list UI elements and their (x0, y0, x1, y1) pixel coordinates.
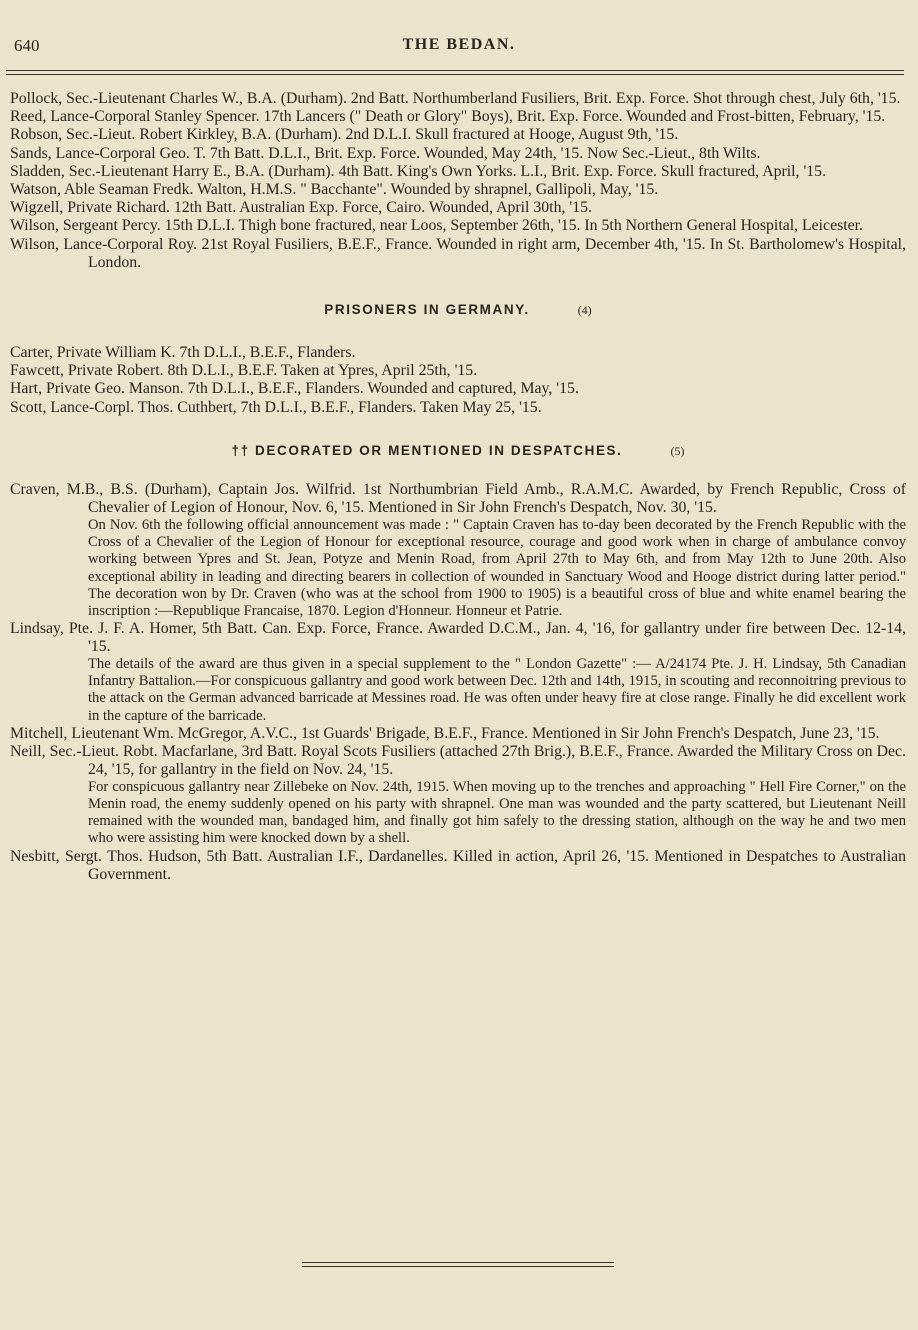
citation-note: On Nov. 6th the following official announcement was made : " Captain Craven has to-day been decorated by the French Republic with the Cross of a Chevalier of the Legion of Honour for exceptional resource, courage and good work when in charge of ambulance convoy working between Ypres and St. Jean, Potyze and Menin Road, from April 27th to May 6th, and from May 12th to June 20th. Also exceptional ability in leading and directing bearers in collection of wounded in Sanctuary Wood and Hooge district during latter period." The decoration won by Dr. Craven (who was at the school from 1900 to 1905) is a beautiful cross of blue and white enamel bearing the inscription :—Republique Francaise, 1870. Legion d'Honneur. Honneur et Patrie. (88, 517, 906, 619)
header-rule (6, 70, 904, 75)
list-item: Pollock, Sec.-Lieutenant Charles W., B.A. (Durham). 2nd Batt. Northumberland Fusiliers, Brit. Exp. Force. Shot through chest, July 6th, '15. (10, 90, 901, 107)
list-item: Sands, Lance-Corporal Geo. T. 7th Batt. D.L.I., Brit. Exp. Force. Wounded, May 24th, '15. Now Sec.-Lieut., 8th Wilts. (10, 144, 761, 162)
page-header (0, 36, 918, 60)
list-item: Mitchell, Lieutenant Wm. McGregor, A.V.C., 1st Guards' Brigade, B.E.F., France. Mentioned in Sir John French's Despatch, June 23, '15. (10, 724, 880, 742)
list-item: Sladden, Sec.-Lieutenant Harry E., B.A. (Durham). 4th Batt. King's Own Yorks. L.I., Brit. Exp. Force. Skull fractured, April, '15. (10, 162, 827, 180)
citation-note: For conspicuous gallantry near Zillebeke on Nov. 24th, 1915. When moving up to the trenches and approaching " Hell Fire Corner," on the Menin road, the enemy suddenly opened on his party with shrapnel. One man was wounded and the party scattered, but Lieutenant Neill remained with the wounded man, bandaged him, and finally got him safely to the dressing station, although on the way he and two men who were assisting him were knocked down by a shell. (88, 779, 906, 847)
decorated-count: (5) (670, 443, 685, 458)
list-item: Fawcett, Private Robert. 8th D.L.I., B.E.F. Taken at Ypres, April 25th, '15. (10, 362, 478, 380)
list-item: Reed, Lance-Corporal Stanley Spencer. 17th Lancers (" Death or Glory" Boys), Brit. Exp. Force. Wounded and Frost-bitten, February, '15. (10, 108, 886, 126)
prisoners-count: (4) (577, 303, 592, 318)
prisoners-list (10, 344, 906, 417)
list-item: Scott, Lance-Corpl. Thos. Cuthbert, 7th D.L.I., B.E.F., Flanders. Taken May 25, '15. (10, 398, 542, 416)
list-item: Nesbitt, Sergt. Thos. Hudson, 5th Batt. Australian I.F., Dardanelles. Killed in action, April 26, '15. Mentioned in Despatches to Australian Government. (10, 847, 906, 883)
list-item: Hart, Private Geo. Manson. 7th D.L.I., B.E.F., Flanders. Wounded and captured, May, '15. (10, 380, 579, 398)
footer-rule (302, 1262, 614, 1267)
list-item: Watson, Able Seaman Fredk. Walton, H.M.S. " Bacchante". Wounded by shrapnel, Gallipoli, May, '15. (10, 181, 659, 199)
list-item: Wilson, Lance-Corporal Roy. 21st Royal Fusiliers, B.E.F., France. Wounded in right arm, December 4th, '15. In St. Bartholomew's Hospital, London. (10, 235, 906, 271)
running-title: THE BEDAN. (402, 36, 516, 53)
list-item: Neill, Sec.-Lieut. Robt. Macfarlane, 3rd Batt. Royal Scots Fusiliers (attached 27th Brig.), B.E.F., France. Awarded the Military Cross on Dec. 24, '15, for gallantry in the field on Nov. 24, '15. (10, 742, 906, 778)
list-item: Wigzell, Private Richard. 12th Batt. Australian Exp. Force, Cairo. Wounded, April 30th, '15. (10, 199, 592, 217)
decorated-heading-text: †† DECORATED OR MENTIONED IN DESPATCHES. (231, 442, 623, 458)
wounded-list (10, 90, 906, 272)
list-item: Wilson, Sergeant Percy. 15th D.L.I. Thigh bone fractured, near Loos, September 26th, '15. In 5th Northern General Hospital, Leicester. (10, 217, 863, 235)
decorated-list (10, 481, 906, 884)
decorated-heading (10, 443, 906, 459)
list-item: Robson, Sec.-Lieut. Robert Kirkley, B.A. (Durham). 2nd D.L.I. Skull fractured at Hooge, August 9th, '15. (10, 126, 679, 144)
list-item: Carter, Private William K. 7th D.L.I., B.E.F., Flanders. (10, 344, 356, 362)
page-number: 640 (14, 36, 40, 55)
citation-note: The details of the award are thus given in a special supplement to the " London Gazette" :— A/24174 Pte. J. H. Lindsay, 5th Canadian Infantry Battalion.—For conspicuous gallantry and good work between Dec. 12th and 14th, 1915, in scouting and reconnoitring previous to the attack on the German advanced barricade at Messines road. He was often under heavy fire at close range. Finally he did excellent work in the capture of the barricade. (88, 656, 906, 724)
prisoners-heading-text: PRISONERS IN GERMANY. (324, 302, 530, 318)
page-content (10, 90, 906, 884)
list-item: Lindsay, Pte. J. F. A. Homer, 5th Batt. Can. Exp. Force, France. Awarded D.C.M., Jan. 4, '16, for gallantry under fire between Dec. 12-14, '15. (10, 619, 906, 656)
list-item: Craven, M.B., B.S. (Durham), Captain Jos. Wilfrid. 1st Northumbrian Field Amb., R.A.M.C. Awarded, by French Republic, Cross of Chevalier of Legion of Honour, Nov. 6, '15. Mentioned in Sir John French's Despatch, Nov. 30, '15. (10, 480, 906, 517)
prisoners-heading (10, 302, 906, 318)
